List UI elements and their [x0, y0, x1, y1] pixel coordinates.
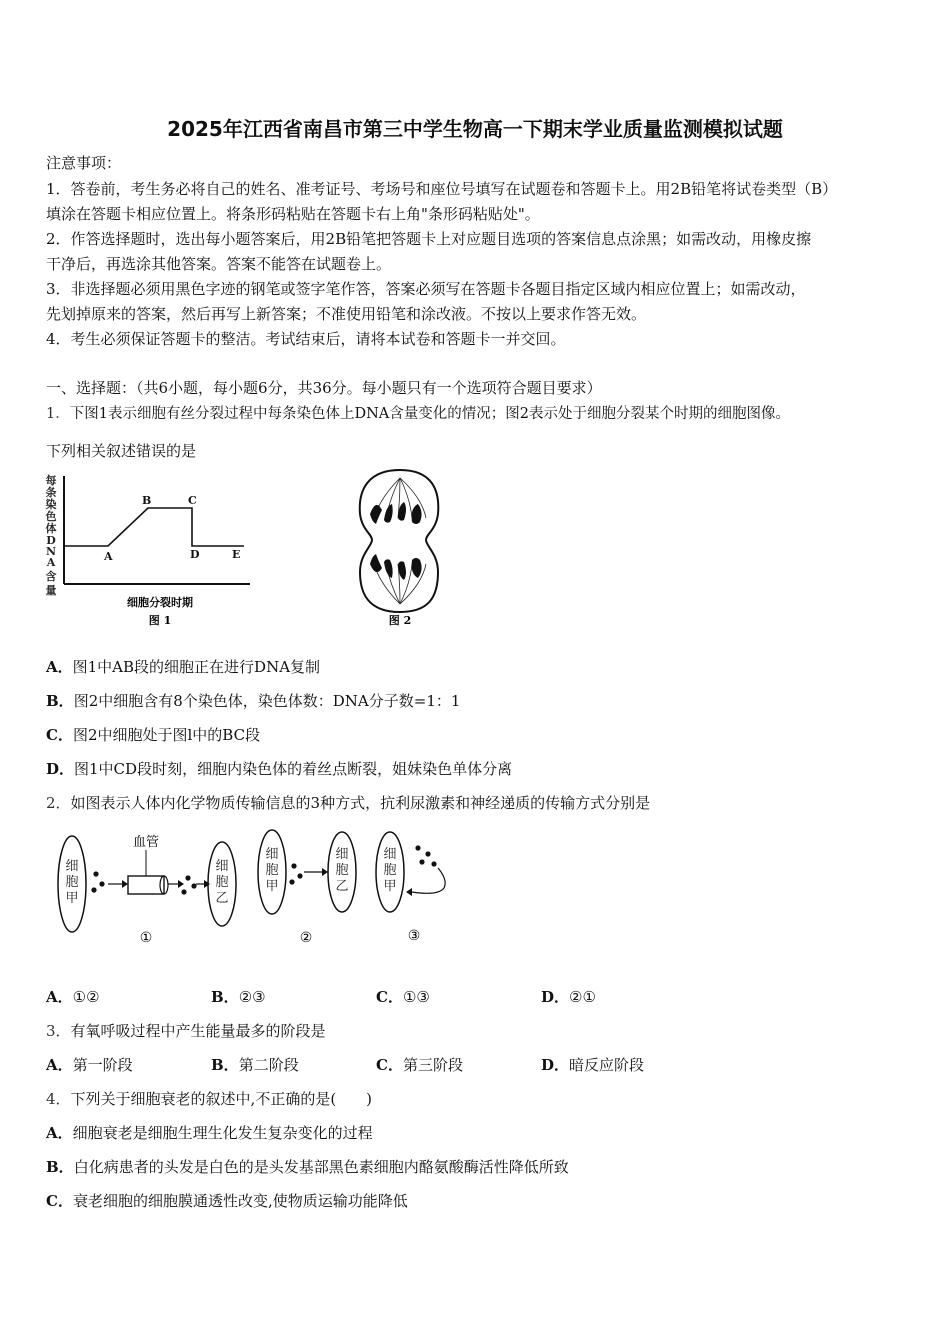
option-b[interactable]	[46, 690, 460, 711]
ylabel-char: N	[45, 545, 57, 558]
option-letter: C．	[376, 1056, 403, 1074]
section-heading: 一、选择题：（共6小题，每小题6分，共36分。每小题只有一个选项符合题目要求）	[46, 379, 602, 397]
question-number: 1．	[46, 406, 70, 422]
option-b[interactable]	[211, 986, 266, 1007]
cell-b-char: 细	[335, 847, 349, 862]
ylabel-char: 量	[45, 584, 57, 597]
ylabel-char: 条	[45, 486, 57, 499]
cell-a-char: 细	[65, 859, 79, 874]
notice-line: 2．作答选择题时，选出每小题答案后，用2B铅笔把答题卡上对应题目选项的答案信息点涂黑；如需改动，用橡皮擦	[46, 230, 812, 248]
cell-a-char: 甲	[383, 879, 397, 894]
point-label-d: D	[190, 548, 200, 561]
ylabel-char: A	[46, 556, 56, 569]
option-text: 第二阶段	[238, 1056, 299, 1074]
option-text: 白化病患者的头发是白色的是头发基部黑色素细胞内酪氨酸酶活性降低所致	[73, 1158, 569, 1176]
cell-a-char: 胞	[65, 875, 79, 890]
option-a[interactable]	[46, 656, 320, 677]
option-text: 第一阶段	[72, 1056, 133, 1074]
notice-line: 4．考生必须保证答题卡的整洁。考试结束后，请将本试卷和答题卡一并交回。	[46, 330, 566, 348]
question-1-stem	[46, 402, 790, 423]
spindle-fibers	[374, 478, 426, 604]
option-letter: A．	[46, 658, 73, 676]
option-text: 细胞衰老是细胞生理生化发生复杂变化的过程	[72, 1124, 373, 1142]
option-letter: C．	[376, 988, 403, 1006]
cell-b-char: 细	[215, 859, 229, 874]
option-text: 衰老细胞的细胞膜通透性改变,使物质运输功能降低	[72, 1192, 408, 1210]
dna-curve	[64, 508, 244, 546]
option-letter: C．	[46, 726, 73, 744]
notice-line: 填涂在答题卡相应位置上。将条形码粘贴在答题卡右上角"条形码粘贴处"。	[46, 205, 540, 223]
question-number: 2．	[46, 794, 71, 812]
notice-heading: 注意事项：	[46, 154, 122, 172]
question-3-stem	[46, 1020, 326, 1041]
option-text: 图1中AB段的细胞正在进行DNA复制	[72, 658, 321, 676]
figure-1-graph	[40, 470, 280, 632]
question-number: 4．	[46, 1090, 71, 1108]
question-number: 3．	[46, 1022, 71, 1040]
option-text: 第三阶段	[402, 1056, 463, 1074]
option-letter: D．	[541, 1056, 570, 1074]
ylabel-char: 每	[45, 474, 57, 487]
cell-b-char: 乙	[335, 879, 349, 894]
option-letter: D．	[46, 760, 75, 778]
option-letter: D．	[541, 988, 570, 1006]
option-letter: B．	[211, 1056, 239, 1074]
option-d[interactable]	[541, 1054, 644, 1075]
cell-b-char: 乙	[215, 891, 229, 906]
point-label-b: B	[142, 494, 152, 507]
option-d[interactable]	[541, 986, 596, 1007]
option-text: ②③	[238, 988, 266, 1006]
cell-a-char: 胞	[383, 863, 397, 878]
option-a[interactable]	[46, 986, 100, 1007]
figure-signal-transmission	[46, 828, 466, 952]
cell-a-char: 甲	[265, 879, 279, 894]
ylabel-char: 染	[45, 498, 57, 511]
figure-2-cell	[340, 468, 460, 630]
option-c[interactable]	[46, 1190, 408, 1211]
option-text: 暗反应阶段	[569, 1056, 645, 1074]
chromosomes-bottom	[370, 554, 422, 580]
question-4-stem	[46, 1088, 372, 1109]
point-label-c: C	[188, 494, 197, 507]
notice-line: 干净后，再选涂其他答案。答案不能答在试题卷上。	[46, 255, 392, 273]
page-title: 2025年江西省南昌市第三中学生物高一下期末学业质量监测模拟试题	[167, 117, 783, 141]
figure-1-xlabel: 细胞分裂时期	[127, 596, 193, 609]
cell-a-char: 甲	[65, 891, 79, 906]
option-d[interactable]	[46, 758, 512, 779]
option-text: 图2中细胞含有8个染色体，染色体数：DNA分子数=1：1	[73, 692, 461, 710]
option-letter: B．	[211, 988, 239, 1006]
ylabel-char: 体	[45, 522, 57, 535]
question-text: 下列关于细胞衰老的叙述中,不正确的是( )	[70, 1090, 373, 1108]
figure-1-ylabel	[46, 473, 57, 597]
option-c[interactable]	[46, 724, 260, 745]
option-letter: B．	[46, 692, 74, 710]
figure-2-caption: 图 2	[388, 614, 412, 627]
notice-line: 1．答卷前，考生务必将自己的姓名、准考证号、考场号和座位号填写在试题卷和答题卡上。用2B铅笔将试卷类型（B）	[46, 180, 838, 198]
label-1: ①	[139, 930, 153, 946]
option-letter: C．	[46, 1192, 73, 1210]
notice-line: 3．非选择题必须用黑色字迹的钢笔或签字笔作答，答案必须写在答题卡各题目指定区域内相应位置上；如需改动，	[46, 280, 806, 298]
question-text: 有氧呼吸过程中产生能量最多的阶段是	[70, 1022, 326, 1040]
option-b[interactable]	[46, 1156, 569, 1177]
figure-1-caption: 图 1	[148, 614, 172, 627]
question-text: 如图表示人体内化学物质传输信息的3种方式，抗利尿激素和神经递质的传输方式分别是	[70, 794, 651, 812]
option-text: ②①	[569, 988, 596, 1006]
option-letter: A．	[46, 1056, 73, 1074]
ylabel-char: D	[46, 534, 56, 547]
question-text: 下图1表示细胞有丝分裂过程中每条染色体上DNA含量变化的情况；图2表示处于细胞分裂某个时期的细胞图像。	[69, 406, 790, 422]
option-letter: A．	[46, 1124, 73, 1142]
cell-b-char: 胞	[335, 863, 349, 878]
label-2: ②	[299, 930, 313, 946]
question-1-stem-cont: 下列相关叙述错误的是	[46, 442, 197, 460]
option-c[interactable]	[376, 986, 430, 1007]
option-b[interactable]	[211, 1054, 299, 1075]
label-3: ③	[407, 928, 421, 944]
option-text: 图2中细胞处于图l中的BC段	[72, 726, 261, 744]
vessel-label: 血管	[132, 835, 160, 850]
notice-line: 先划掉原来的答案，然后再写上新答案；不准使用铅笔和涂改液。不按以上要求作答无效。	[46, 305, 647, 323]
point-label-a: A	[104, 550, 113, 563]
option-text: ①③	[402, 988, 430, 1006]
cell-membrane	[360, 470, 439, 612]
option-c[interactable]	[376, 1054, 463, 1075]
chromosomes-top	[370, 502, 422, 524]
cell-b-char: 胞	[215, 875, 229, 890]
option-letter: B．	[46, 1158, 74, 1176]
question-2-stem	[46, 792, 650, 813]
option-text: 图1中CD段时刻，细胞内染色体的着丝点断裂，姐妹染色单体分离	[74, 760, 513, 778]
cell-a-char: 细	[383, 847, 397, 862]
blood-vessel	[128, 876, 164, 894]
option-a[interactable]	[46, 1122, 373, 1143]
cell-a-char: 胞	[265, 863, 279, 878]
point-label-e: E	[232, 548, 241, 561]
option-letter: A．	[46, 988, 73, 1006]
cell-a-char: 细	[265, 847, 279, 862]
option-a[interactable]	[46, 1054, 133, 1075]
option-text: ①②	[72, 988, 100, 1006]
ylabel-char: 含	[45, 570, 57, 583]
ylabel-char: 色	[45, 510, 57, 523]
